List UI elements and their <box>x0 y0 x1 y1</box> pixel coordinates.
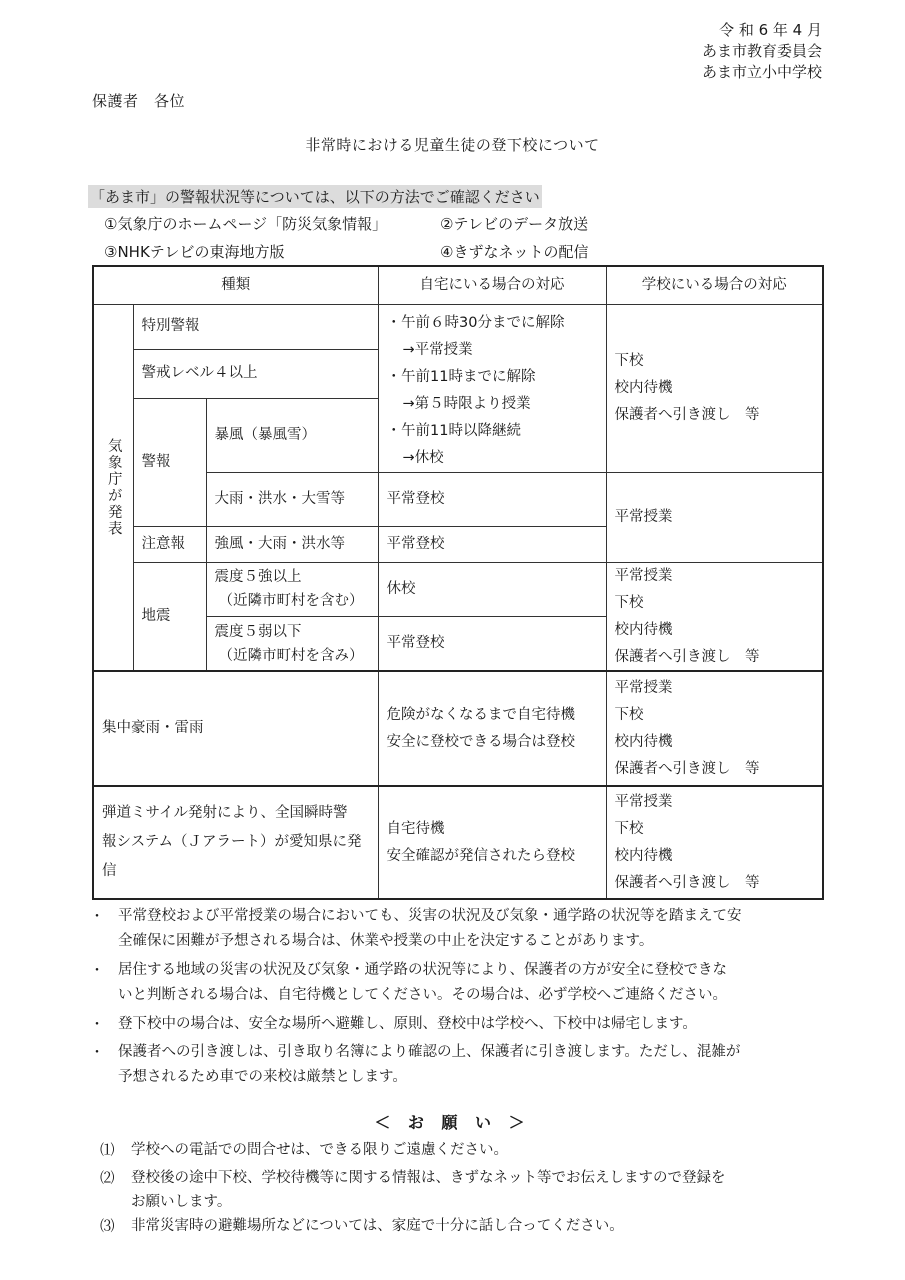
note-line: 居住する地域の災害の状況及び気象・通学路の状況等により、保護者の方が安全に登校できな <box>118 962 727 978</box>
note-1 <box>118 904 742 954</box>
home-chuiho: 平常登校 <box>378 526 606 562</box>
note-bullet: ・ <box>90 1045 104 1061</box>
request-line: 非常災害時の避難場所などについては、家庭で十分に話し合ってください。 <box>131 1218 624 1234</box>
request-1 <box>131 1138 831 1162</box>
request-number: ⑶ <box>100 1219 115 1235</box>
home-storm-line: →平常授業 <box>402 341 473 358</box>
type-ooame: 大雨・洪水・大雪等 <box>206 472 378 526</box>
home-storm-line: ・午前11時までに解除 <box>386 368 536 385</box>
note-line: 保護者への引き渡しは、引き取り名簿により確認の上、保護者に引き渡します。ただし、混雑が <box>118 1044 741 1060</box>
missile-line: 報システム（Ｊアラート）が愛知県に発 <box>102 834 362 850</box>
request-2 <box>131 1166 831 1214</box>
note-3 <box>118 1012 697 1037</box>
school-missile-line: 平常授業 <box>614 793 673 810</box>
school-quake-line: 保護者へ引き渡し 等 <box>614 648 760 665</box>
header-home: 自宅にいる場合の対応 <box>378 266 606 304</box>
addressee: 保護者 各位 <box>92 92 186 110</box>
school-quake-line: 校内待機 <box>614 621 673 638</box>
note-bullet: ・ <box>90 909 104 925</box>
home-rain-line: 安全に登校できる場合は登校 <box>386 733 575 750</box>
type-shindo5-jaku <box>206 617 378 672</box>
shindo5-kyo-line: 震度５強以上 <box>214 569 302 586</box>
home-storm-line: →休校 <box>402 449 444 466</box>
home-shindo5-jaku: 平常登校 <box>378 617 606 672</box>
missile-line: 信 <box>102 863 117 879</box>
request-number: ⑵ <box>100 1171 115 1187</box>
home-rain-line: 危険がなくなるまで自宅待機 <box>386 706 575 723</box>
school-storm-line: 保護者へ引き渡し 等 <box>614 406 760 423</box>
school-quake-line: 平常授業 <box>614 567 673 584</box>
header-type: 種類 <box>93 266 378 304</box>
issuer-board: あま市教育委員会 <box>701 42 822 60</box>
request-line: お願いします。 <box>131 1194 232 1210</box>
note-line: 全確保に困難が予想される場合は、休業や授業の中止を決定することがあります。 <box>118 933 654 949</box>
response-table <box>92 265 824 900</box>
type-level4: 警戒レベル４以上 <box>133 349 378 398</box>
request-number: ⑴ <box>100 1143 115 1159</box>
request-line: 学校への電話での問合せは、できる限りご遠慮ください。 <box>131 1142 508 1158</box>
school-rain-line: 保護者へ引き渡し 等 <box>614 760 760 777</box>
issue-date: 令 和 6 年 4 月 <box>719 21 822 39</box>
home-storm-cell <box>378 304 606 472</box>
issuer-block <box>660 20 822 83</box>
requests-title: ＜ お 願 い ＞ <box>374 1113 531 1132</box>
type-jishin: 地震 <box>133 562 206 671</box>
type-kyofu: 強風・大雨・洪水等 <box>206 526 378 562</box>
home-storm-line: →第５時限より授業 <box>402 395 531 412</box>
school-storm-line: 校内待機 <box>614 379 673 396</box>
school-missile-line: 校内待機 <box>614 847 673 864</box>
school-rain-line: 平常授業 <box>614 679 673 696</box>
type-chuiho: 注意報 <box>133 526 206 562</box>
method-1: ①気象庁のホームページ「防災気象情報」 <box>104 215 388 233</box>
shindo5-jaku-line: （近隣市町村を含み） <box>218 647 364 664</box>
school-quake-line: 下校 <box>614 594 644 611</box>
type-tokubetsu-keiho: 特別警報 <box>133 304 378 349</box>
home-missile-cell <box>378 786 606 899</box>
type-missile <box>93 786 378 899</box>
type-bofu: 暴風（暴風雪） <box>206 398 378 472</box>
school-ooame-chuiho: 平常授業 <box>606 472 823 562</box>
note-bullet: ・ <box>90 963 104 979</box>
school-storm-cell <box>606 304 823 472</box>
note-2 <box>118 958 727 1008</box>
header-school: 学校にいる場合の対応 <box>606 266 823 304</box>
school-rain-line: 下校 <box>614 706 644 723</box>
confirm-heading: 「あま市」の警報状況等については、以下の方法でご確認ください <box>88 185 542 208</box>
issuer-schools: あま市立小中学校 <box>701 63 822 81</box>
request-line: 登校後の途中下校、学校待機等に関する情報は、きずなネット等でお伝えしますので登録を <box>131 1170 726 1186</box>
missile-line: 弾道ミサイル発射により、全国瞬時警 <box>102 805 348 821</box>
note-line: 平常登校および平常授業の場合においても、災害の状況及び気象・通学路の状況等を踏まえて安 <box>118 908 742 924</box>
method-4: ④きずなネットの配信 <box>440 243 589 261</box>
home-storm-line: ・午前11時以降継続 <box>386 422 521 439</box>
method-3: ③NHKテレビの東海地方版 <box>104 243 285 261</box>
home-missile-line: 自宅待機 <box>386 820 445 837</box>
type-keiho: 警報 <box>133 398 206 526</box>
note-4 <box>118 1040 740 1090</box>
school-quake-cell <box>606 562 823 671</box>
school-missile-line: 保護者へ引き渡し 等 <box>614 874 760 891</box>
school-storm-line: 下校 <box>614 352 644 369</box>
note-line: 予想されるため車での来校は厳禁とします。 <box>118 1069 407 1085</box>
school-missile-line: 下校 <box>614 820 644 837</box>
school-rain-cell <box>606 671 823 786</box>
shindo5-kyo-line: （近隣市町村を含む） <box>218 593 364 610</box>
home-storm-line: ・午前６時30分までに解除 <box>386 314 565 331</box>
note-bullet: ・ <box>90 1017 104 1033</box>
school-missile-cell <box>606 786 823 899</box>
jma-label: 気象庁が発表 <box>93 304 133 671</box>
home-rain-cell <box>378 671 606 786</box>
document-title: 非常時における児童生徒の登下校について <box>305 136 600 154</box>
type-shindo5-kyo <box>206 562 378 617</box>
home-missile-line: 安全確認が発信されたら登校 <box>386 847 575 864</box>
type-shuchu-gou: 集中豪雨・雷雨 <box>93 671 378 786</box>
shindo5-jaku-line: 震度５弱以下 <box>214 623 302 640</box>
note-line: 登下校中の場合は、安全な場所へ避難し、原則、登校中は学校へ、下校中は帰宅します。 <box>118 1016 697 1032</box>
request-3 <box>131 1214 831 1238</box>
method-2: ②テレビのデータ放送 <box>440 215 589 233</box>
home-shindo5-kyo: 休校 <box>378 562 606 617</box>
home-ooame: 平常登校 <box>378 472 606 526</box>
school-rain-line: 校内待機 <box>614 733 673 750</box>
note-line: いと判断される場合は、自宅待機としてください。その場合は、必ず学校へご連絡ください。 <box>118 987 727 1003</box>
